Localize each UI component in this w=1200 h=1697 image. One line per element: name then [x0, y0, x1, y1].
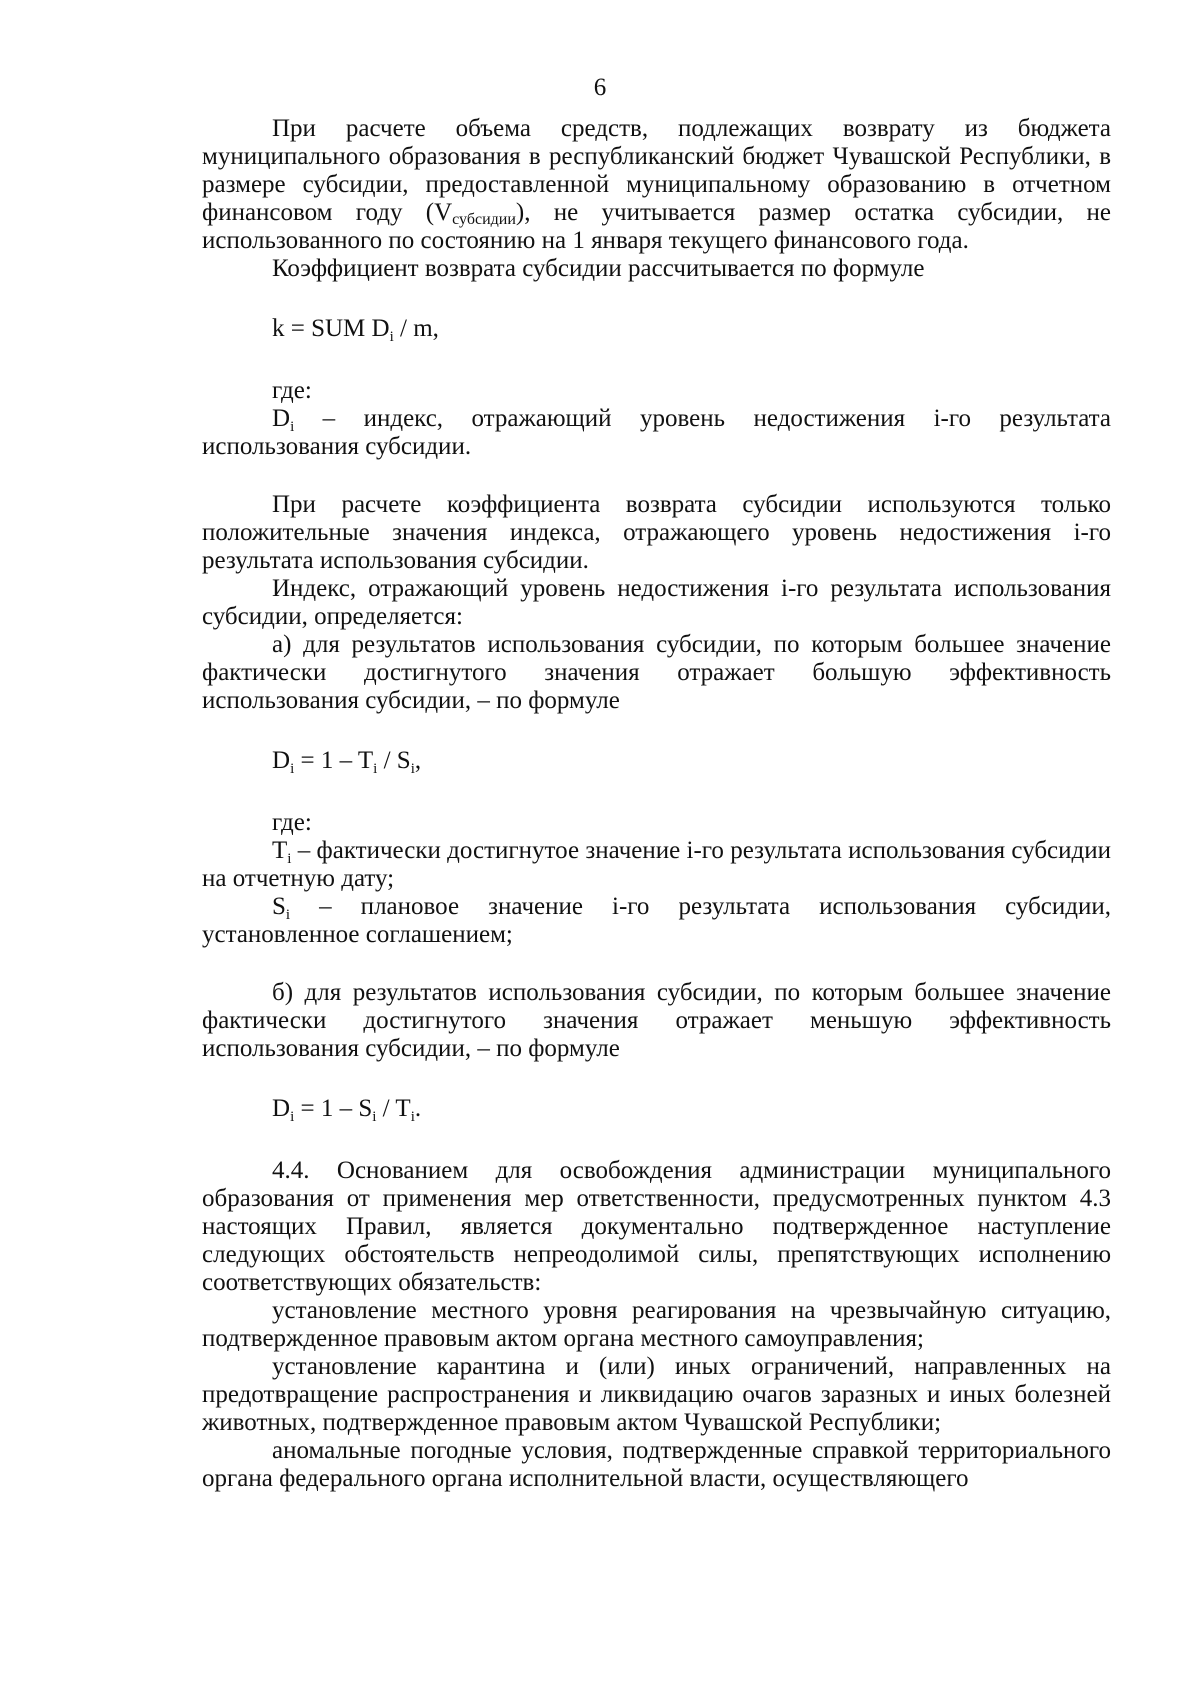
subscript: i	[373, 761, 378, 777]
formula-text: ,	[414, 747, 422, 774]
paragraph-quarantine: установление карантина и (или) иных ограничений, направленных на предотвращение распространения и ликвидацию очагов заразных и иных болезней животных, подтвержденное правовым актом Чувашской Республики;	[202, 1353, 1111, 1436]
formula-text: / m,	[393, 315, 439, 342]
formula-text: / T	[376, 1095, 411, 1122]
formula-text: D	[272, 1095, 291, 1122]
definition-text: – фактически достигнутое значение i-го результата использования субсидии на отчетную дату;	[202, 837, 1111, 892]
subscript: i	[285, 907, 291, 923]
paragraph-4-4: 4.4. Основанием для освобождения администрации муниципального образования от применения мер ответственности, предусмотренных пунктом 4.3 настоящих Правил, является документально подтвержденное наступление следующих обстоятельств непреодолимой силы, препятствующих исполнению соответствующих обязательств:	[202, 1157, 1111, 1296]
text: При расчете объема средств, подлежащих возврату из бюджета муниципального образования в республиканский бюджет Чувашской Республики, в размере субсидии, предоставленной муниципальному образованию в отчетном финансовом году (V	[202, 115, 1111, 226]
paragraph-refund-volume	[202, 115, 1111, 255]
definition-t	[202, 837, 1111, 893]
formula-text: .	[414, 1095, 422, 1122]
where-label: где:	[272, 809, 312, 836]
text: ), не учитывается размер остатка субсидии, не использованного по состоянию на 1 января текущего финансового года.	[202, 199, 1112, 254]
symbol: D	[272, 405, 291, 432]
paragraph-coefficient-intro: Коэффициент возврата субсидии рассчитывается по формуле	[272, 255, 925, 282]
paragraph-positive-values: При расчете коэффициента возврата субсидии используются только положительные значения индекса, отражающего уровень недостижения i-го результата использования субсидии.	[202, 491, 1111, 574]
symbol: S	[272, 893, 286, 920]
subscript: i	[410, 1109, 415, 1125]
paragraph-weather: аномальные погодные условия, подтвержденные справкой территориального органа федерального органа исполнительной власти, осуществляющего	[202, 1437, 1111, 1492]
definition-text: – индекс, отражающий уровень недостижения i-го результата использования субсидии.	[202, 405, 1111, 460]
subscript: субсидии	[452, 211, 516, 228]
subscript: i	[410, 761, 415, 777]
where-label: где:	[272, 377, 312, 404]
formula-text: = 1 – S	[294, 1095, 373, 1122]
definition-text: – плановое значение i-го результата использования субсидии, установленное соглашением;	[202, 893, 1111, 948]
page-number: 6	[593, 74, 607, 101]
formula-text: k = SUM D	[272, 315, 390, 342]
subscript: i	[290, 419, 295, 435]
formula-b	[272, 1095, 1111, 1123]
formula-text: = 1 – T	[294, 747, 374, 774]
formula-k	[272, 315, 1111, 343]
paragraph-index-defined: Индекс, отражающий уровень недостижения i-го результата использования субсидии, определяется:	[202, 575, 1111, 630]
subscript: i	[372, 1109, 377, 1125]
definition-s	[202, 893, 1111, 949]
formula-text: D	[272, 747, 291, 774]
formula-a	[272, 747, 1111, 775]
document-body	[202, 115, 1111, 1493]
paragraph-emergency: установление местного уровня реагирования на чрезвычайную ситуацию, подтвержденное правовым актом органа местного самоуправления;	[202, 1297, 1111, 1352]
subscript: i	[290, 761, 295, 777]
paragraph-case-a: а) для результатов использования субсидии, по которым большее значение фактически достигнутого значения отражает большую эффективность использования субсидии, – по формуле	[202, 631, 1111, 714]
subscript: i	[389, 329, 394, 345]
formula-text: / S	[377, 747, 411, 774]
paragraph-case-b: б) для результатов использования субсидии, по которым большее значение фактически достигнутого значения отражает меньшую эффективность использования субсидии, – по формуле	[202, 979, 1111, 1062]
definition-d	[202, 405, 1111, 461]
subscript: i	[290, 1109, 295, 1125]
symbol: T	[272, 837, 288, 864]
subscript: i	[287, 851, 292, 867]
